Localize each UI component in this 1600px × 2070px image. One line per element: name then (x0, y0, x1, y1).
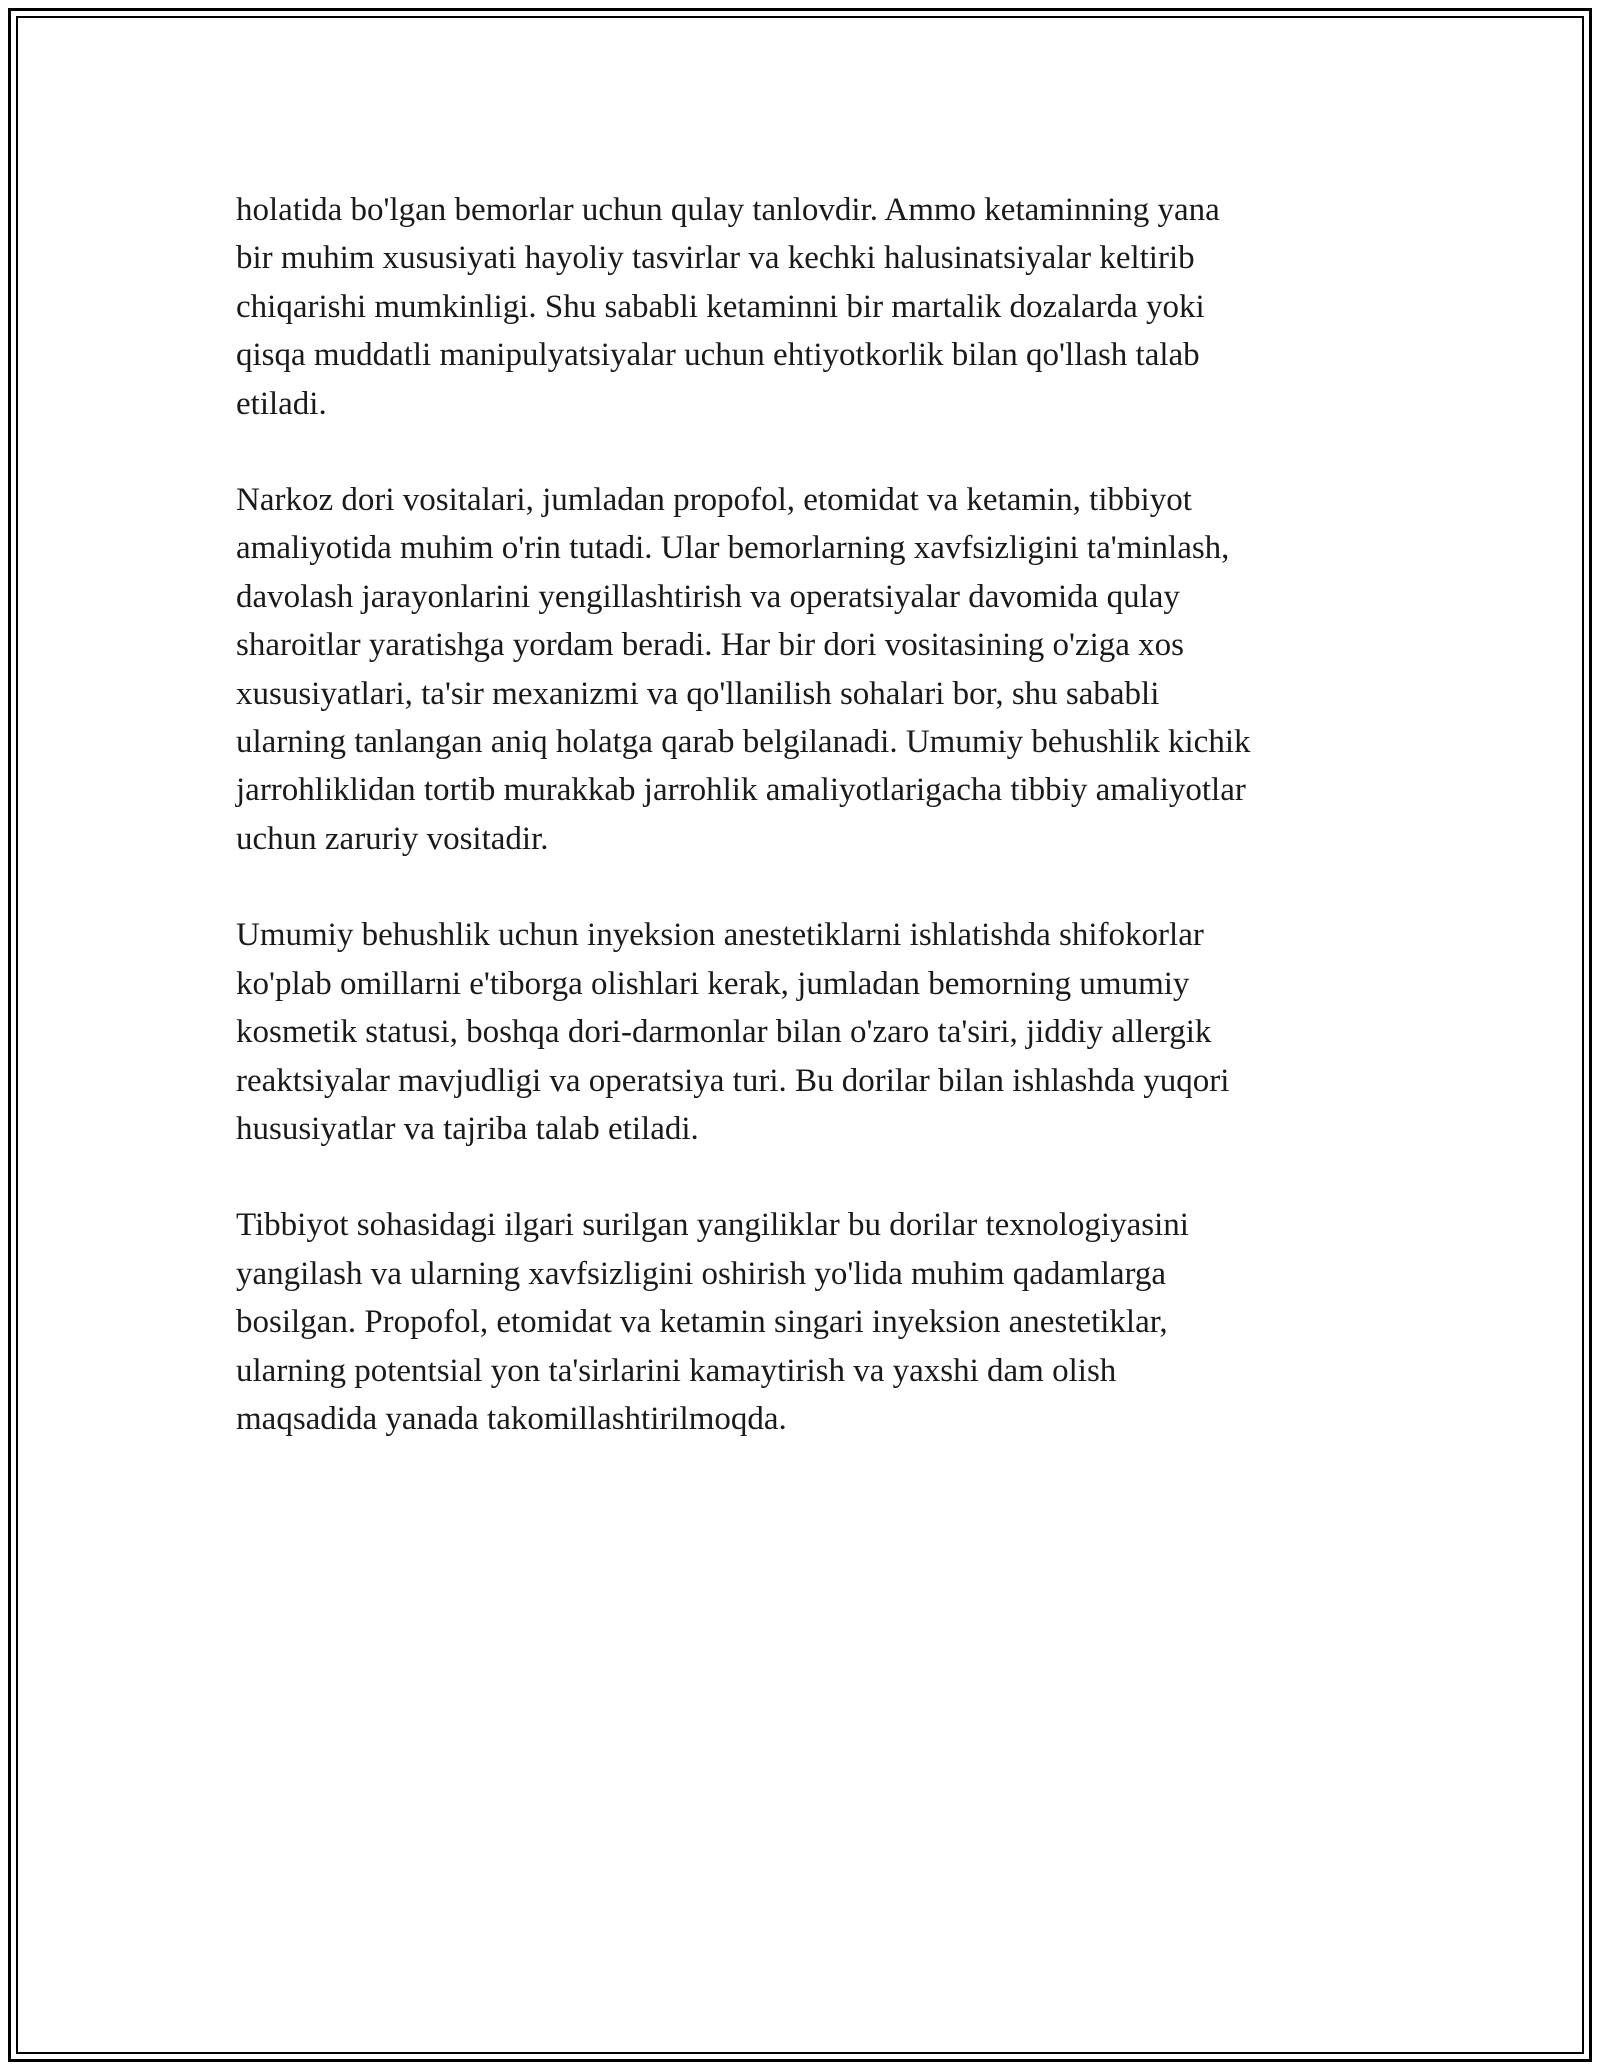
paragraph-2: Narkoz dori vositalari, jumladan propofol, etomidat va ketamin, tibbiyot amaliyotida muhim o'rin tutadi. Ular bemorlarning xavfsizligini ta'minlash, davolash jarayonlarini yengillashtirish va operatsiyalar davomida qulay sharoitlar yaratishga yordam beradi. Har bir dori vositasining o'ziga xos xususiyatlari, ta'sir mexanizmi va qo'llanilish sohalari bor, shu sababli ularning tanlangan aniq holatga qarab belgilanadi. Umumiy behushlik kichik jarrohliklidan tortib murakkab jarrohlik amaliyotlarigacha tibbiy amaliyotlar uchun zaruriy vositadir. (236, 482, 1251, 857)
paragraph-4: Tibbiyot sohasidagi ilgari surilgan yangiliklar bu dorilar texnologiyasini yangilash va ularning xavfsizligini oshirish yo'lida muhim qadamlarga bosilgan. Propofol, etomidat va ketamin singari inyeksion anestetiklar, ularning potentsial yon ta'sirlarini kamaytirish va yaxshi dam olish maqsadida yanada takomillashtirilmoqda. (236, 1207, 1189, 1437)
paragraph-1: holatida bo'lgan bemorlar uchun qulay tanlovdir. Ammo ketaminning yana bir muhim xususiyati hayoliy tasvirlar va kechki halusinatsiyalar keltirib chiqarishi mumkinligi. Shu sababli ketaminni bir martalik dozalarda yoki qisqa muddatli manipulyatsiyalar uchun ehtiyotkorlik bilan qo'llash talab etiladi. (236, 192, 1220, 422)
document-body (236, 186, 1386, 1491)
paragraph-3: Umumiy behushlik uchun inyeksion anestetiklarni ishlatishda shifokorlar ko'plab omillarni e'tiborga olishlari kerak, jumladan bemorning umumiy kosmetik statusi, boshqa dori-darmonlar bilan o'zaro ta'siri, jiddiy allergik reaktsiyalar mavjudligi va operatsiya turi. Bu dorilar bilan ishlashda yuqori hususiyatlar va tajriba talab etiladi. (236, 917, 1230, 1147)
